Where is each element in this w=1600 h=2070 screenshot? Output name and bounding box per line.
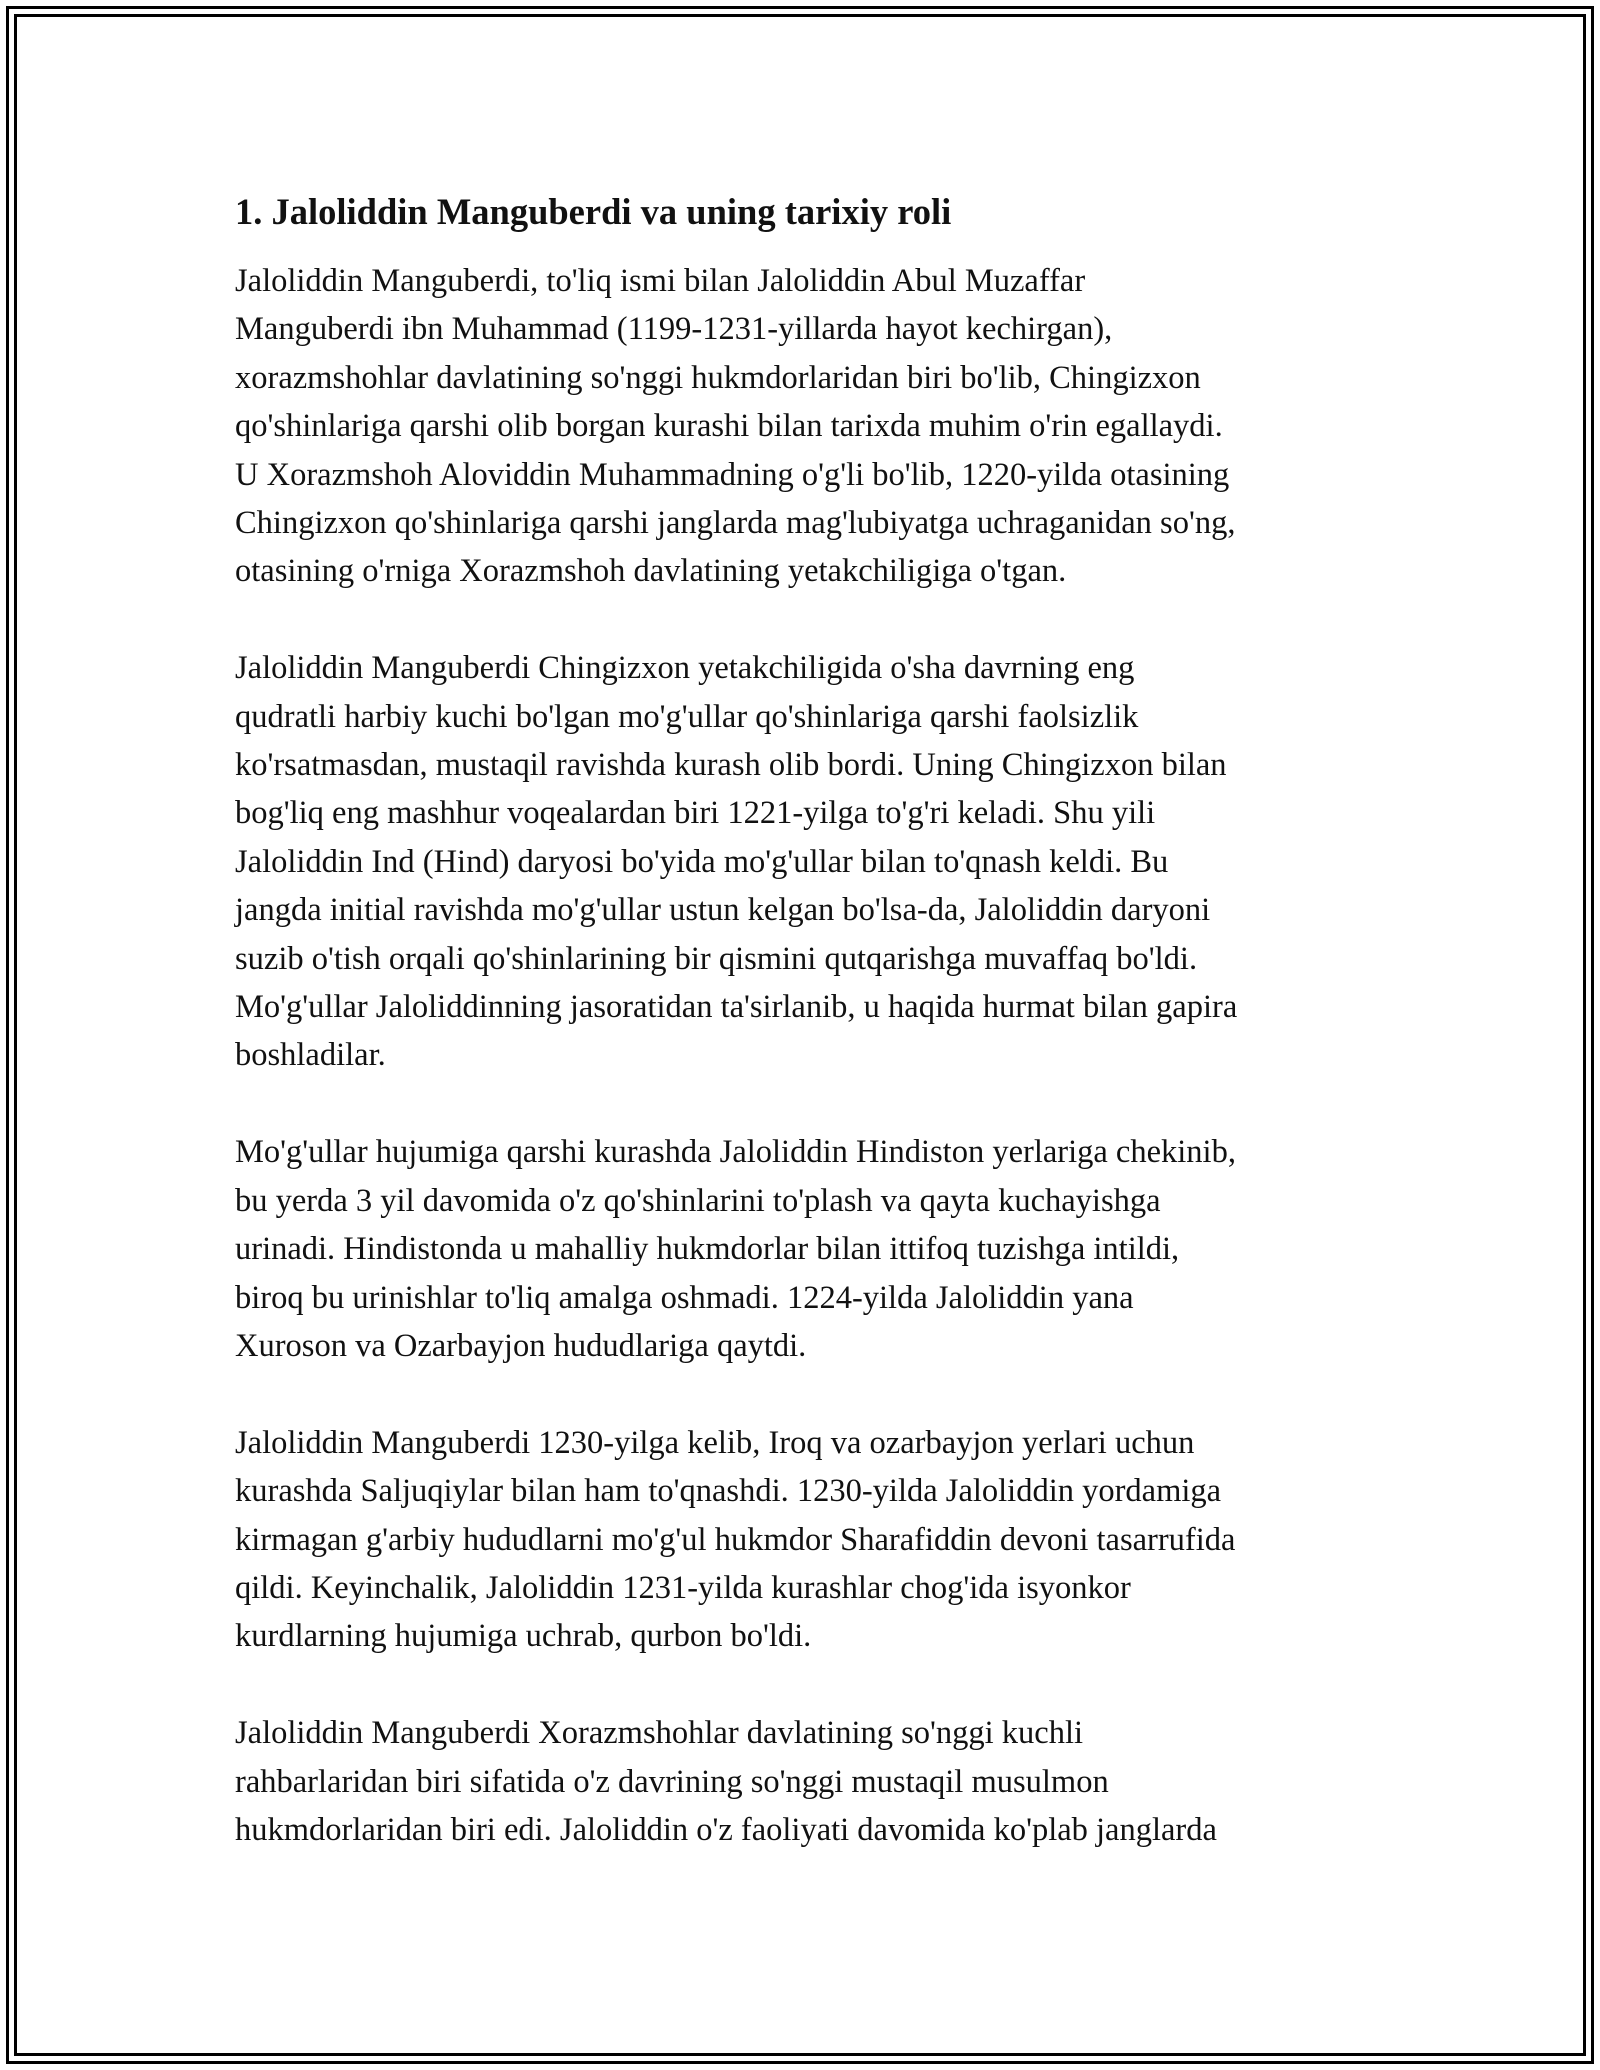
- paragraph-5: [235, 1709, 1385, 1854]
- paragraph-1: [235, 257, 1385, 596]
- text-line: Jaloliddin Manguberdi Chingizxon yetakchiligida o'sha davrning eng: [235, 650, 1135, 687]
- text-line: Xuroson va Ozarbayjon hududlariga qaytdi.: [235, 1327, 807, 1364]
- text-line: ko'rsatmasdan, mustaqil ravishda kurash olib bordi. Uning Chingizxon bilan: [235, 747, 1227, 784]
- text-line: kurdlarning hujumiga uchrab, qurbon bo'ldi.: [235, 1618, 812, 1655]
- paragraph-3: [235, 1128, 1385, 1370]
- text-line: xorazmshohlar davlatining so'nggi hukmdorlaridan biri bo'lib, Chingizxon: [235, 359, 1201, 396]
- text-line: qudratli harbiy kuchi bo'lgan mo'g'ullar qo'shinlariga qarshi faolsizlik: [235, 698, 1139, 735]
- text-line: Jaloliddin Manguberdi, to'liq ismi bilan Jaloliddin Abul Muzaffar: [235, 263, 1086, 299]
- text-line: Mo'g'ullar hujumiga qarshi kurashda Jaloliddin Hindiston yerlariga chekinib,: [235, 1134, 1236, 1171]
- text-line: kurashda Saljuqiylar bilan ham to'qnashdi. 1230-yilda Jaloliddin yordamiga: [235, 1473, 1222, 1510]
- text-line: qo'shinlariga qarshi olib borgan kurashi bilan tarixda muhim o'rin egallaydi.: [235, 408, 1223, 445]
- text-line: otasining o'rniga Xorazmshoh davlatining yetakchiligiga o'tgan.: [235, 553, 1067, 590]
- text-line: boshladilar.: [235, 1037, 386, 1074]
- text-line: kirmagan g'arbiy hududlarni mo'g'ul hukmdor Sharafiddin devoni tasarrufida: [235, 1521, 1236, 1558]
- text-line: Manguberdi ibn Muhammad (1199-1231-yillarda hayot kechirgan),: [235, 311, 1113, 348]
- text-line: jangda initial ravishda mo'g'ullar ustun kelgan bo'lsa-da, Jaloliddin daryoni: [235, 892, 1211, 929]
- text-line: Jaloliddin Ind (Hind) daryosi bo'yida mo'g'ullar bilan to'qnash keldi. Bu: [235, 843, 1169, 880]
- text-line: bog'liq eng mashhur voqealardan biri 1221-yilga to'g'ri keladi. Shu yili: [235, 795, 1156, 832]
- text-line: bu yerda 3 yil davomida o'z qo'shinlarini to'plash va qayta kuchayishga: [235, 1182, 1161, 1219]
- text-line: biroq bu urinishlar to'liq amalga oshmadi. 1224-yilda Jaloliddin yana: [235, 1279, 1134, 1316]
- text-line: suzib o'tish orqali qo'shinlarining bir qismini qutqarishga muvaffaq bo'ldi.: [235, 940, 1198, 977]
- text-line: rahbarlaridan biri sifatida o'z davrining so'nggi mustaqil musulmon: [235, 1763, 1109, 1800]
- paragraph-2: [235, 644, 1385, 1080]
- text-line: qildi. Keyinchalik, Jaloliddin 1231-yilda kurashlar chog'ida isyonkor: [235, 1569, 1131, 1606]
- section-heading: 1. Jaloliddin Manguberdi va uning tarixiy roli: [235, 191, 952, 232]
- text-line: hukmdorlaridan biri edi. Jaloliddin o'z faoliyati davomida ko'plab janglarda: [235, 1811, 1217, 1848]
- text-line: Jaloliddin Manguberdi Xorazmshohlar davlatining so'nggi kuchli: [235, 1715, 1083, 1752]
- document-body: [235, 188, 1385, 1903]
- text-line: Jaloliddin Manguberdi 1230-yilga kelib, Iroq va ozarbayjon yerlari uchun: [235, 1424, 1195, 1461]
- text-line: urinadi. Hindistonda u mahalliy hukmdorlar bilan ittifoq tuzishga intildi,: [235, 1231, 1180, 1268]
- text-line: Chingizxon qo'shinlariga qarshi janglarda mag'lubiyatga uchraganidan so'ng,: [235, 505, 1236, 542]
- text-line: U Xorazmshoh Aloviddin Muhammadning o'g'li bo'lib, 1220-yilda otasining: [235, 456, 1230, 493]
- paragraph-4: [235, 1419, 1385, 1661]
- text-line: Mo'g'ullar Jaloliddinning jasoratidan ta'sirlanib, u haqida hurmat bilan gapira: [235, 989, 1238, 1026]
